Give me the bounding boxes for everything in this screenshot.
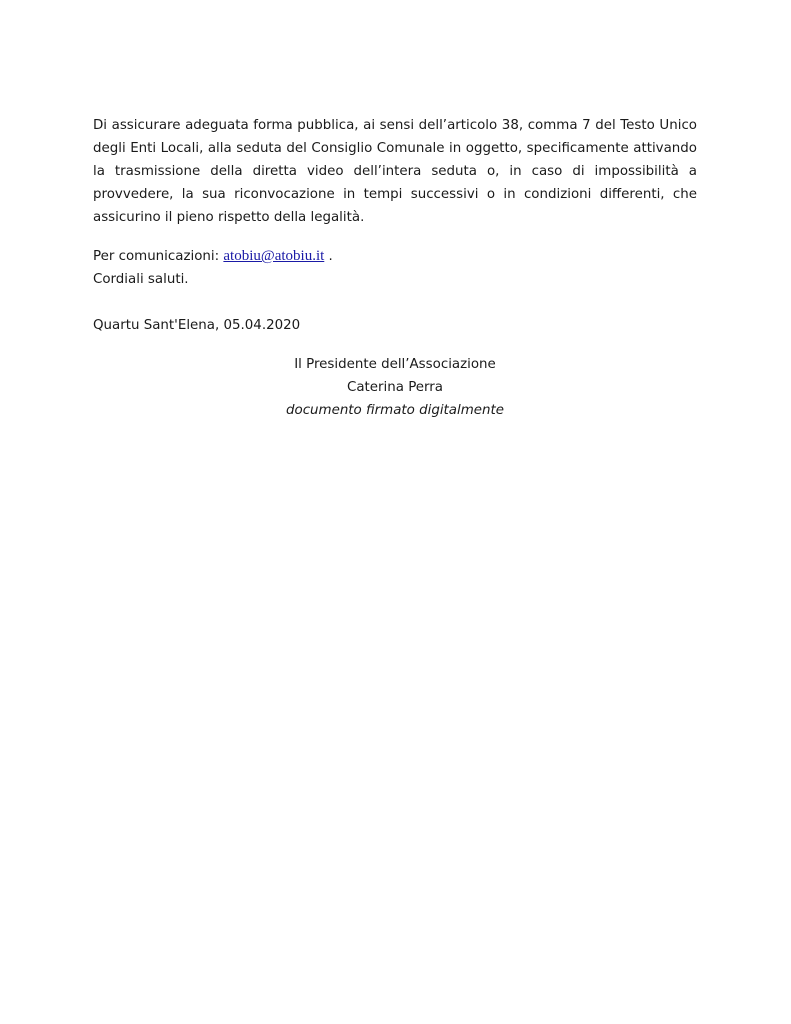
contact-email-link[interactable]: atobiu@atobiu.it	[223, 248, 325, 264]
contact-suffix: .	[328, 249, 333, 264]
signature-name: Caterina Perra	[346, 380, 444, 395]
contact-label: Per comunicazioni:	[93, 249, 220, 264]
place-date: Quartu Sant'Elena, 05.04.2020	[93, 318, 301, 333]
contact-line	[93, 245, 333, 268]
signature-note: documento firmato digitalmente	[286, 403, 504, 418]
signature-role: Il Presidente dell’Associazione	[294, 357, 496, 372]
body-paragraph: Di assicurare adeguata forma pubblica, ai sensi dell’articolo 38, comma 7 del Testo Unico degli Enti Locali, alla seduta del Consiglio Comunale in oggetto, specificamente attivando la trasmissione della diretta video dell’intera seduta o, in caso di impossibilità a provvedere, la sua riconvocazione in tempi successivi o in condizioni differenti, che assicurino il pieno rispetto della legalità.	[93, 118, 697, 225]
closing-greeting: Cordiali saluti.	[93, 272, 189, 287]
